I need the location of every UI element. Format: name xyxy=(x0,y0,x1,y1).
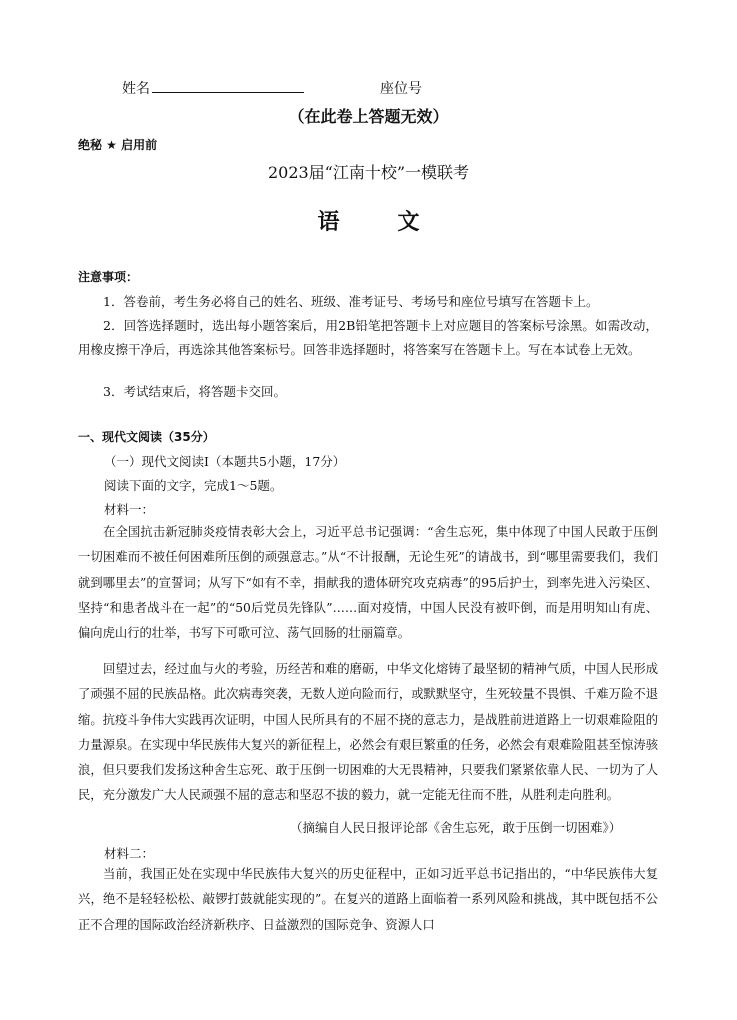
secret-label: 绝秘 ★ 启用前 xyxy=(78,138,158,152)
name-label: 姓名 xyxy=(122,81,150,97)
subsection-title: （一）现代文阅读Ⅰ（本题共5小题，17分） xyxy=(104,454,346,469)
notice-item-3: 3．考试结束后，将答题卡交回。 xyxy=(103,384,286,399)
exam-title: 2023届“江南十校”一模联考 xyxy=(267,163,470,182)
notice-title: 注意事项： xyxy=(78,270,139,284)
section-title: 一、现代文阅读（35分） xyxy=(78,430,215,444)
seat-label: 座位号 xyxy=(380,81,422,97)
notice-item-1: 1．答卷前，考生务必将自己的姓名、班级、准考证号、考场号和座位号填写在答题卡上。 xyxy=(103,294,599,309)
notice-item-2: 2．回答选择题时，选出每小题答案后，用2B铅笔把答题卡上对应题目的答案标号涂黑。如需改动，用橡皮擦干净后，再选涂其他答案标号。回答非选择题时，将答案写在答题卡上。写在本试卷上无效。 xyxy=(78,318,658,357)
material-2-paragraph: 当前，我国正处在实现中华民族伟大复兴的历史征程中，正如习近平总书记指出的，“中华民族伟大复兴，绝不是轻轻松松、敲锣打鼓就能实现的”。在复兴的道路上面临着一系列风险和挑战，其中既包括不公正不合理的国际政治经济新秩序、日益激烈的国际竞争、资源人口 xyxy=(78,867,658,932)
name-underline xyxy=(152,79,304,93)
invalid-note: （在此卷上答题无效） xyxy=(288,107,449,126)
material-1-source: （摘编自人民日报评论部《舍生忘死，敢于压倒一切困难》） xyxy=(290,820,622,835)
material-1-paragraph-1: 在全国抗击新冠肺炎疫情表彰大会上，习近平总书记强调：“舍生忘死，集中体现了中国人民敢于压倒一切困难而不被任何困难所压倒的顽强意志。”从“不计报酬，无论生死”的请战书，到“哪里需要我们，我们就到哪里去”的宣誓词；从写下“如有不幸，捐献我的遗体研究攻克病毒”的95后护士，到率先进入污染区、坚持“和患者战斗在一起”的“50后党员先锋队”……面对疫情，中国人民没有被吓倒，而是用明知山有虎、偏向虎山行的壮举，书写下可歌可泣、荡气回肠的壮丽篇章。 xyxy=(78,525,658,641)
name-row xyxy=(122,78,422,98)
material-1-paragraph-2: 回望过去，经过血与火的考验，历经苦和难的磨砺，中华文化熔铸了最坚韧的精神气质，中国人民形成了顽强不屈的民族品格。此次病毒突袭，无数人逆向险而行，或默默坚守，生死较量不畏惧、千难万险不退缩。抗疫斗争伟大实践再次证明，中国人民所具有的不屈不挠的意志力，是战胜前进道路上一切艰难险阻的力量源泉。在实现中华民族伟大复兴的新征程上，必然会有艰巨繁重的任务，必然会有艰难险阻甚至惊涛骇浪，但只要我们发扬这种舍生忘死、敢于压倒一切困难的大无畏精神，只要我们紧紧依靠人民、一切为了人民，充分激发广大人民顽强不屈的意志和坚忍不拔的毅力，就一定能无往而不胜，从胜利走向胜利。 xyxy=(78,662,658,803)
instruction: 阅读下面的文字，完成1～5题。 xyxy=(104,478,283,493)
subject-title: 语文 xyxy=(317,210,478,235)
material-2-label: 材料二： xyxy=(104,846,155,861)
material-1-label: 材料一： xyxy=(104,502,155,517)
